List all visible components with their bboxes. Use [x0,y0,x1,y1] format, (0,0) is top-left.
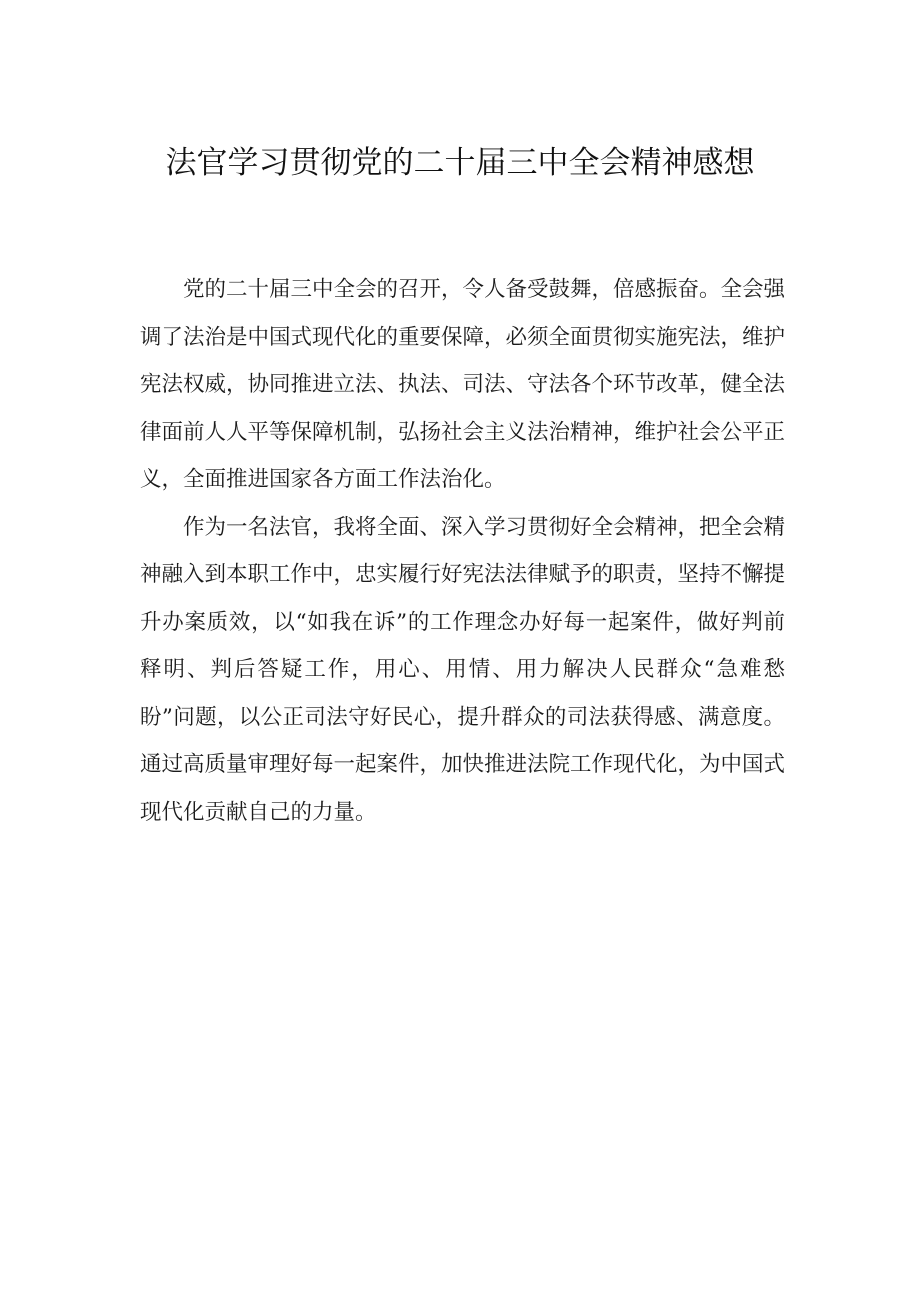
document-body [140,266,785,836]
paragraph-2: 作为一名法官，我将全面、深入学习贯彻好全会精神，把全会精神融入到本职工作中，忠实履行好宪法法律赋予的职责，坚持不懈提升办案质效，以“如我在诉”的工作理念办好每一起案件，做好判前释明、判后答疑工作，用心、用情、用力解决人民群众“急难愁盼”问题，以公正司法守好民心，提升群众的司法获得感、满意度。通过高质量审理好每一起案件，加快推进法院工作现代化，为中国式现代化贡献自己的力量。 [140,514,786,825]
paragraph-1: 党的二十届三中全会的召开，令人备受鼓舞，倍感振奋。全会强调了法治是中国式现代化的重要保障，必须全面贯彻实施宪法，维护宪法权威，协同推进立法、执法、司法、守法各个环节改革，健全法律面前人人平等保障机制，弘扬社会主义法治精神，维护社会公平正义，全面推进国家各方面工作法治化。 [140,277,786,492]
document-title: 法官学习贯彻党的二十届三中全会精神感想 [165,145,755,181]
